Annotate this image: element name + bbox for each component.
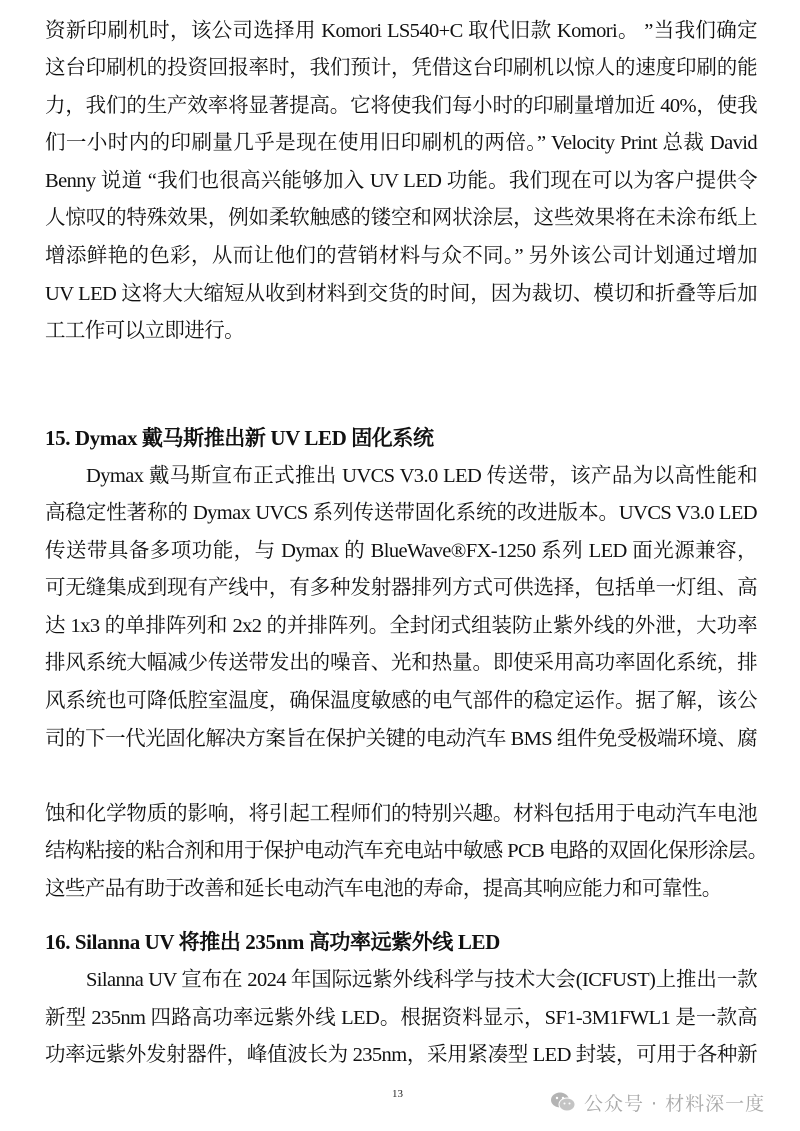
text-line: UV LED 这将大大缩短从收到材料到交货的时间，因为裁切、模切和折叠等后加 [45,283,757,305]
wechat-icon [550,1091,576,1113]
text-line: 蚀和化学物质的影响，将引起工程师们的特别兴趣。材料包括用于电动汽车电池 [45,803,757,825]
text-line: Benny 说道 “我们也很高兴能够加入 UV LED 功能。我们现在可以为客户提供令 [45,170,757,192]
text-line: 高稳定性著称的 Dymax UVCS 系列传送带固化系统的改进版本。UVCS V3.0 LED [45,502,757,524]
text-line: 司的下一代光固化解决方案旨在保护关键的电动汽车 BMS 组件免受极端环境、腐 [45,728,757,750]
watermark-text: 公众号 · 材料深一度 [584,1092,766,1115]
text-line: 资新印刷机时，该公司选择用 Komori LS540+C 取代旧款 Komori。 ”当我们确定 [45,20,757,42]
text-line: 达 1x3 的单排阵列和 2x2 的并排阵列。全封闭式组装防止紫外线的外泄，大功率 [45,615,757,637]
text-line: 增添鲜艳的色彩，从而让他们的营销材料与众不同。” 另外该公司计划通过增加 [45,245,757,267]
text-line: 可无缝集成到现有产线中，有多种发射器排列方式可供选择，包括单一灯组、高 [45,577,757,599]
text-line: 新型 235nm 四路高功率远紫外线 LED。根据资料显示，SF1-3M1FWL1 是一款高 [45,1007,757,1029]
text-line: 力，我们的生产效率将显著提高。它将使我们每小时的印刷量增加近 40%，使我 [45,95,757,117]
text-line: 排风系统大幅减少传送带发出的噪音、光和热量。即使采用高功率固化系统，排 [45,652,757,674]
text-line: 这些产品有助于改善和延长电动汽车电池的寿命，提高其响应能力和可靠性。 [45,878,722,900]
text-line: 们一小时内的印刷量几乎是现在使用旧印刷机的两倍。” Velocity Print 总裁 David [45,132,757,154]
text-line: 工工作可以立即进行。 [45,320,244,342]
section-15-heading: 15. Dymax 戴马斯推出新 UV LED 固化系统 [45,426,434,450]
page-number: 13 [392,1088,403,1100]
watermark [550,1086,765,1118]
text-line: 风系统也可降低腔室温度，确保温度敏感的电气部件的稳定运作。据了解，该公 [45,690,757,712]
text-line: 这台印刷机的投资回报率时，我们预计，凭借这台印刷机以惊人的速度印刷的能 [45,57,757,79]
text-line: 人惊叹的特殊效果，例如柔软触感的镂空和网状涂层，这些效果将在未涂布纸上 [45,207,757,229]
text-line: Silanna UV 宣布在 2024 年国际远紫外线科学与技术大会(ICFUST)上推出一款 [86,969,757,991]
text-line: Dymax 戴马斯宣布正式推出 UVCS V3.0 LED 传送带，该产品为以高性能和 [86,465,757,487]
text-line: 功率远紫外发射器件，峰值波长为 235nm，采用紧凑型 LED 封装，可用于各种新 [45,1044,757,1066]
text-line: 传送带具备多项功能，与 Dymax 的 BlueWave®FX-1250 系列 LED 面光源兼容， [45,540,757,562]
text-line: 结构粘接的粘合剂和用于保护电动汽车充电站中敏感 PCB 电路的双固化保形涂层。 [45,840,768,862]
section-16-heading: 16. Silanna UV 将推出 235nm 高功率远紫外线 LED [45,930,500,954]
